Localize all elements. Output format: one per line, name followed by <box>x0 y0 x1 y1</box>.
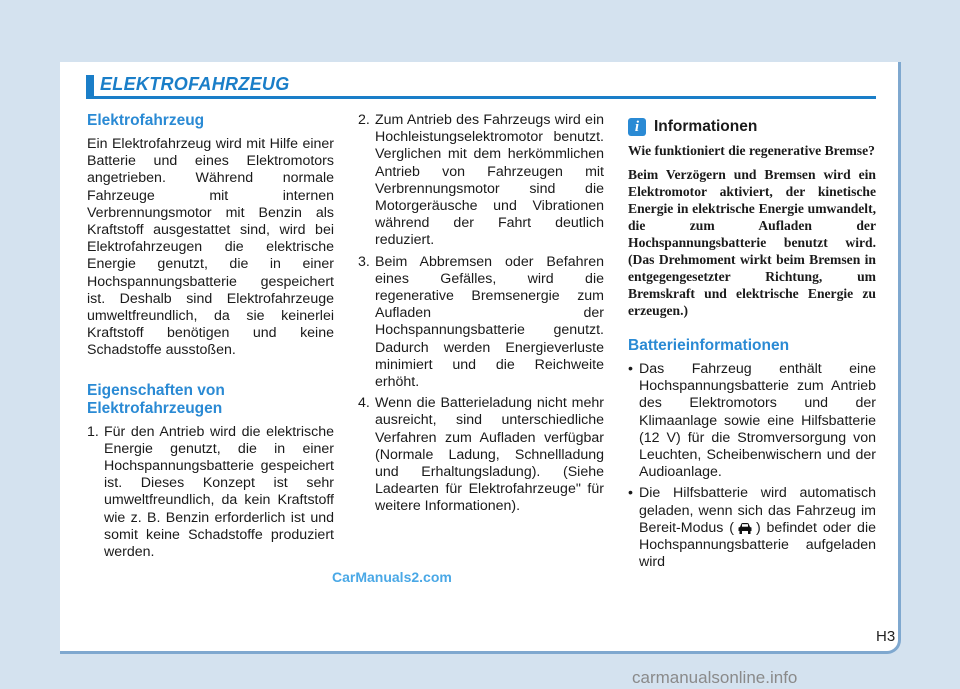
column-middle <box>358 112 604 520</box>
footer-watermark[interactable]: carmanualsonline.info <box>632 668 798 687</box>
bullet: • <box>628 361 633 377</box>
list-item <box>358 395 604 515</box>
section-title: ELEKTROFAHRZEUG <box>100 74 290 94</box>
list-item <box>87 424 334 562</box>
list-text: Wenn die Batterieladung nicht mehr ausreicht, sind unterschiedliche Verfahren zum Aufladen verfügbar (Normale Ladung, Schnellladung und Erhaltungsladung). (Siehe Ladearten für Elektrofahrzeuge" für weitere Informationen). <box>375 395 604 515</box>
list-text: Das Fahrzeug enthält eine Hochspannungsbatterie zum Antrieb des Elektromotors und der Klimaanlage sowie eine Hilfsbatterie (12 V) für die Stromversorgung von Leuchten, Scheibenwischern und der Audioanlage. <box>639 361 876 481</box>
bullet: • <box>628 485 633 502</box>
info-icon: i <box>628 118 646 136</box>
heading-elektrofahrzeug: Elektrofahrzeug <box>87 112 205 129</box>
intro-paragraph: Ein Elektrofahrzeug wird mit Hilfe einer Batterie und eines Elektromotors angetrieben. Während normale Fahrzeuge mit internen Verbrennungsmotor mit Benzin als Kraftstoff ausgestattet sind, wird bei Elektrofahrzeugen die elektrische Energie genutzt, die in einer Hochspannungsbatterie gespeichert ist. Deshalb sind Elektrofahrzeuge umweltfreundlich, da sie keinerlei Kraftstoff benötigen und keine Schadstoffe ausstoßen. <box>87 136 334 359</box>
column-right <box>628 112 876 575</box>
watermark-link[interactable]: CarManuals2.com <box>332 569 452 585</box>
info-question: Wie funktioniert die regenerative Bremse? <box>628 143 875 158</box>
list-text-part: Die Hilfsbatterie wird automatisch geladen, wenn sich das Fahrzeug im Bereit-Modus ( <box>639 485 876 536</box>
list-text: Für den Antrieb wird die elektrische Energie genutzt, die in einer Hochspannungsbatterie gespeichert ist. Dieses Konzept ist sehr umweltfreundlich, da kein Kraftstoff wie z. B. Benzin erforderlich ist und somit keine Schadstoffe produziert werden. <box>104 423 334 561</box>
header-accent-bar <box>86 75 94 97</box>
header-rule <box>86 96 876 99</box>
list-number: 1. <box>87 423 99 440</box>
info-header <box>628 118 876 136</box>
car-ready-icon <box>737 522 753 535</box>
list-item <box>358 254 604 392</box>
info-answer: Beim Verzögern und Bremsen wird ein Elektromotor aktiviert, der kinetische Energie in elektrische Energie umwandelt, die zum Aufladen der Hochspannungsbatterie benutzt wird. (Das Drehmoment wirkt beim Bremsen in entgegengesetzter Richtung, um Bremskraft und elektrische Energie zu erzeugen.) <box>628 167 876 318</box>
page-number: H3 <box>876 628 896 645</box>
list-number: 3. <box>358 253 370 270</box>
column-left <box>87 112 334 565</box>
list-item <box>628 361 876 481</box>
list-text: Zum Antrieb des Fahrzeugs wird ein Hochleistungselektromotor benutzt. Verglichen mit dem herkömmlichen Antrieb von Fahrzeugen mit Verbrennungsmotor sind die Motorgeräusche und Vibrationen während der Fahrt deutlich reduziert. <box>375 112 604 249</box>
list-item <box>628 485 876 571</box>
list-item <box>358 112 604 250</box>
heading-batterieinformationen: Batterieinformationen <box>628 337 790 354</box>
list-number: 4. <box>358 395 370 412</box>
list-number: 2. <box>358 112 370 128</box>
list-text: Beim Abbremsen oder Befahren eines Gefälles, wird die regenerative Bremsenergie zum Aufladen der Hochspannungsbatterie genutzt. Dadurch werden Energieverluste minimiert und die Reichweite erhöht. <box>375 253 604 391</box>
info-title: Informationen <box>654 118 758 136</box>
list-text-part: ) befindet oder die Hochspannungsbatterie aufgeladen wird <box>639 519 876 571</box>
list-text <box>639 485 876 571</box>
heading-eigenschaften: Eigenschaften von Elektrofahrzeugen <box>87 381 225 417</box>
